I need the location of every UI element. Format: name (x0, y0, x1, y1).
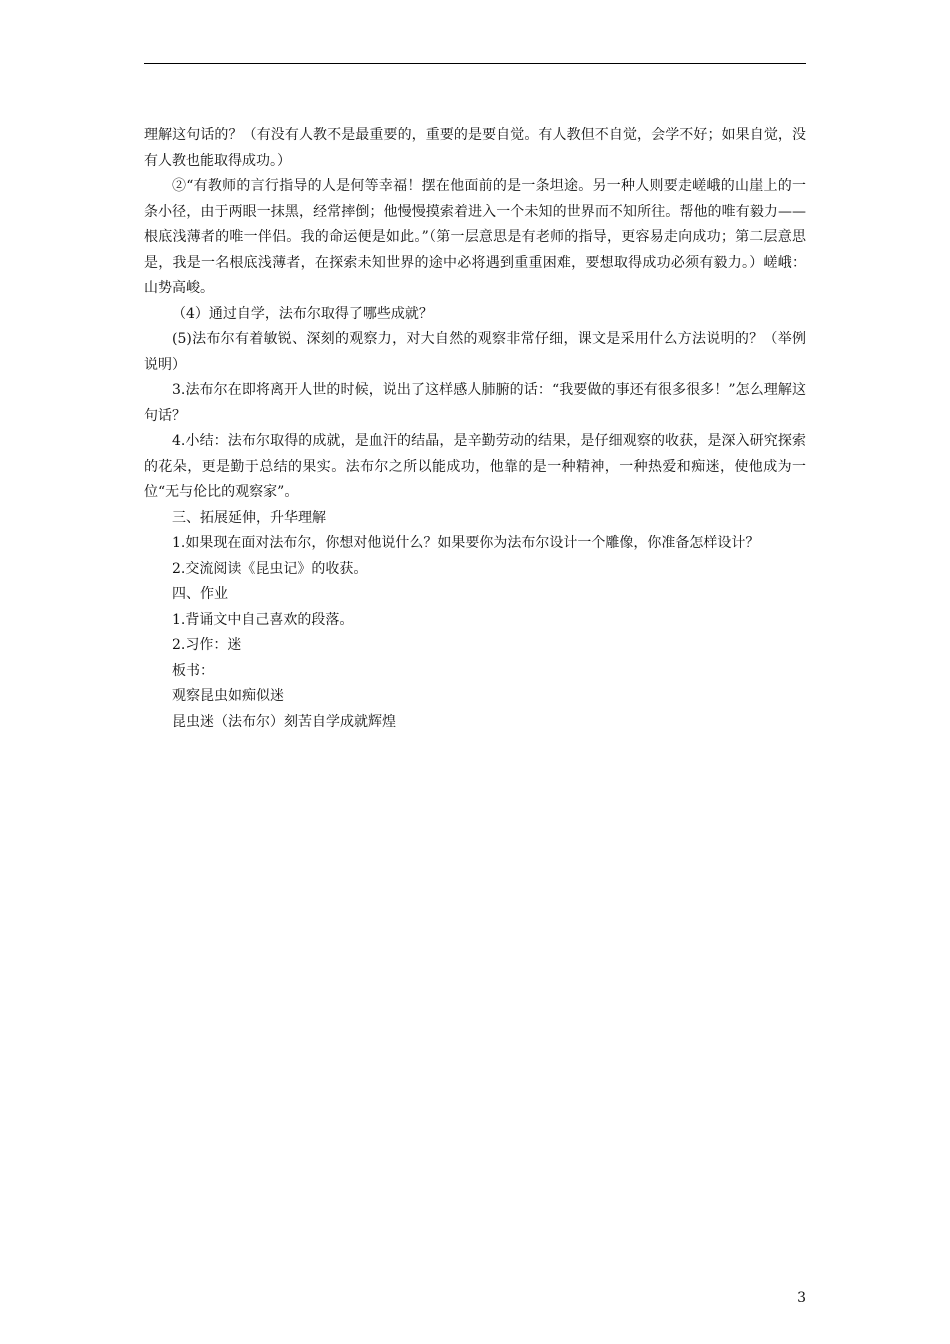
paragraph-question-four: （4）通过自学，法布尔取得了哪些成就？ (172, 305, 433, 322)
paragraph-homework-one: 1.背诵文中自己喜欢的段落。 (172, 611, 354, 628)
paragraph-quote-two: ②“有教师的言行指导的人是何等幸福！摆在他面前的是一条坦途。另一种人则要走嵯峨的山崖上的一条小径，由于两眼一抹黑，经常摔倒；他慢慢摸索着进入一个未知的世界而不知所往。帮他的唯有毅力——根底浅薄者的唯一伴侣。我的命运便是如此。”（第一层意思是有老师的指导，更容易走向成功；第二层意思是，我是一名根底浅薄者，在探索未知世界的途中必将遇到重重困难，要想取得成功必须有毅力。）嵯峨：山势高峻。 (144, 178, 806, 296)
body-text (144, 123, 806, 735)
paragraph-extension-one: 1.如果现在面对法布尔，你想对他说什么？如果要你为法布尔设计一个雕像，你准备怎样设计？ (172, 535, 760, 551)
board-line-one: 观察昆虫如痴似迷 (172, 688, 284, 704)
page-number: 3 (797, 1290, 806, 1306)
board-label: 板书： (172, 662, 214, 679)
paragraph-summary: 4.小结：法布尔取得的成就，是血汗的结晶，是辛勤劳动的结果，是仔细观察的收获，是深入研究探索的花朵，更是勤于总结的果实。法布尔之所以能成功，他靠的是一种精神，一种热爱和痴迷，使他成为一位“无与伦比的观察家”。 (144, 433, 806, 500)
board-line-two: 昆虫迷（法布尔）刻苦自学成就辉煌 (172, 713, 396, 730)
section-heading-extension: 三、拓展延伸，升华理解 (172, 509, 326, 526)
paragraph-question-five: (5)法布尔有着敏锐、深刻的观察力，对大自然的观察非常仔细，课文是采用什么方法说明的？（举例说明） (144, 331, 806, 373)
paragraph-homework-two: 2.习作：迷 (172, 637, 242, 653)
paragraph-item-three: 3.法布尔在即将离开人世的时候，说出了这样感人肺腑的话：“我要做的事还有很多很多！”怎么理解这句话？ (144, 382, 806, 424)
paragraph-extension-two: 2.交流阅读《昆虫记》的收获。 (172, 560, 368, 577)
header-rule (144, 63, 806, 64)
paragraph-continuation: 理解这句话的？（有没有人教不是最重要的，重要的是要自觉。有人教但不自觉，会学不好；如果自觉，没有人教也能取得成功。） (144, 127, 806, 169)
section-heading-homework: 四、作业 (172, 586, 228, 602)
